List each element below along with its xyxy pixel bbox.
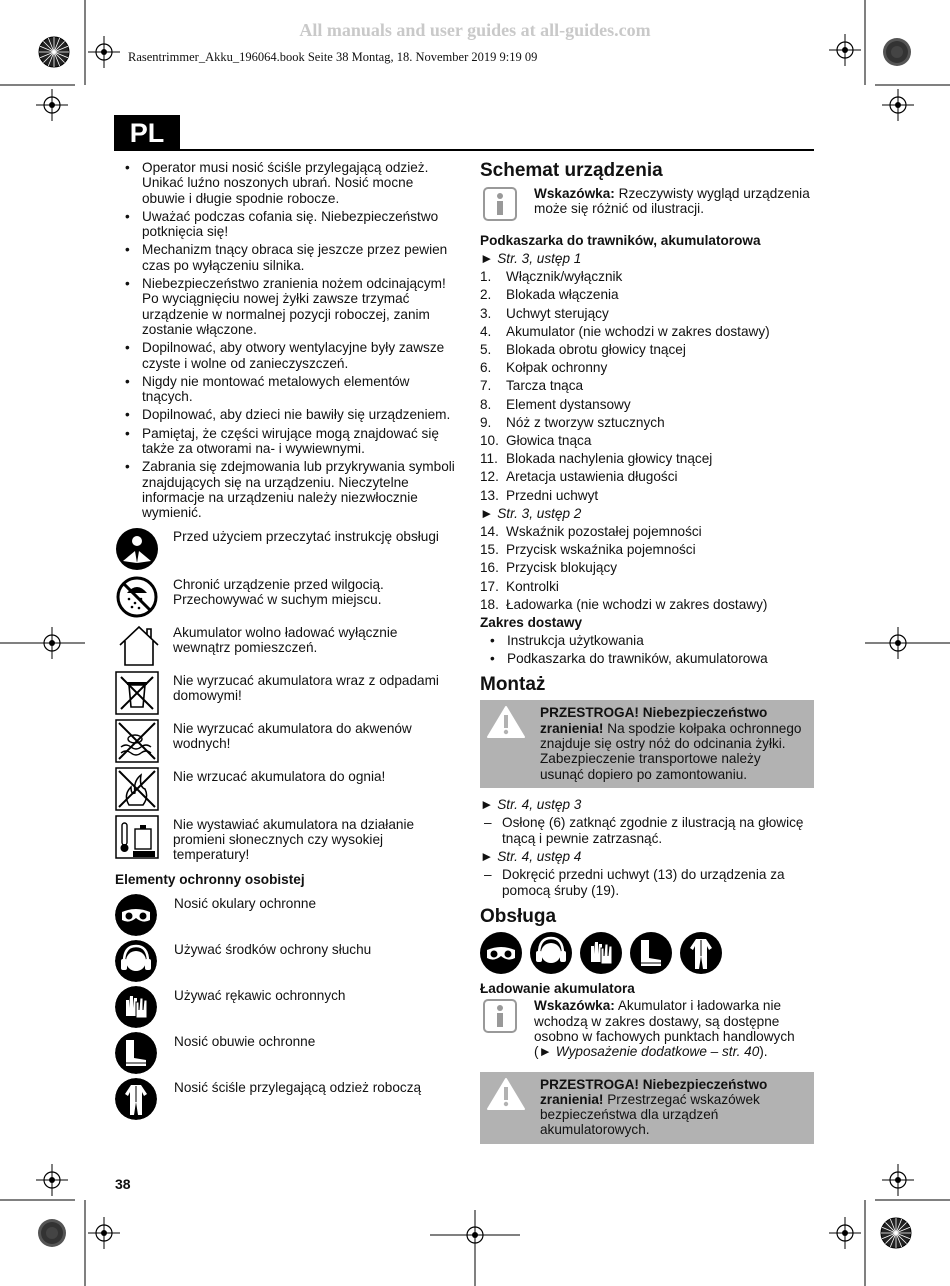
instruction-step: – Dokręcić przedni uchwyt (13) do urządzenia za pomocą śruby (19). [480, 867, 814, 898]
part-number: 7. [480, 378, 492, 394]
note-text: Wskazówka: Akumulator i ładowarka nie wchodzą w zakres dostawy, są dostępne osobno w fachowych punktach handlowych (► Wyposażenie dodatkowe – str. 40). [534, 998, 795, 1060]
read-manual-icon [115, 527, 159, 571]
ppe-text: Nosić obuwie ochronne [174, 1033, 316, 1049]
note-label: Wskazówka: [534, 998, 615, 1014]
part-number: 14. [480, 524, 499, 540]
part-label: Przycisk blokujący [506, 560, 618, 576]
list-item: • Operator musi nosić ściśle przylegającą odzież. Unikać luźno noszonych ubrań. Nosić mocne obuwie i długie spodnie robocze. [115, 160, 455, 206]
scope-heading: Zakres dostawy [480, 615, 582, 631]
warning-icon [486, 705, 526, 739]
section-title-schema: Schemat urządzenia [480, 160, 663, 181]
part-list-item [480, 396, 814, 414]
part-number: 6. [480, 360, 492, 376]
warning-label: PRZESTROGA! Niebezpieczeństwo zranienia! [540, 705, 768, 736]
symbol-row [115, 623, 455, 667]
part-list-item [480, 359, 814, 377]
left-column [115, 160, 455, 1124]
part-number: 13. [480, 487, 499, 503]
no-water-icon [115, 719, 159, 763]
part-label: Akumulator (nie wchodzi w zakres dostawy) [506, 323, 770, 339]
part-list-item [480, 305, 814, 323]
ppe-row [115, 1032, 455, 1078]
part-label: Przycisk wskaźnika pojemności [506, 542, 696, 558]
overalls-icon [680, 932, 722, 974]
ppe-row [115, 940, 455, 986]
ppe-icon-strip [480, 932, 814, 974]
list-item: • Niebezpieczeństwo zranienia nożem odcinającym! Po wyciągnięciu nowej żyłki zawsze trzymać urządzenie w normalnej pozycji roboczej, zanim zostanie włączone. [115, 276, 455, 337]
warning-label: PRZESTROGA! Niebezpieczeństwo zranienia! [540, 1076, 768, 1107]
figure-reference-text: Str. 3, ustęp 2 [497, 505, 582, 521]
ppe-row [115, 986, 455, 1032]
list-item: • Zabrania się zdejmowania lub przykrywania symboli znajdujących się na urządzeniu. Nieczytelne informacje na urządzeniu należy niezwłocznie wymienić. [115, 459, 455, 520]
instruction-text: Dokręcić przedni uchwyt (13) do urządzenia za pomocą śruby (19). [502, 867, 785, 898]
list-item: • Nigdy nie montować metalowych elementów tnących. [115, 374, 455, 405]
part-number: 12. [480, 469, 499, 485]
symbol-text: Nie wyrzucać akumulatora wraz z odpadami domowymi! [173, 672, 439, 703]
ppe-text: Nosić ściśle przylegającą odzież roboczą [174, 1079, 422, 1095]
ppe-text: Używać rękawic ochronnych [174, 987, 346, 1003]
ppe-text: Używać środków ochrony słuchu [174, 941, 372, 957]
instruction-text: Osłonę (6) zatknąć zgodnie z ilustracją na głowicę tnącą i pewnie zatrzasnąć. [502, 815, 804, 846]
symbol-row [115, 671, 455, 715]
overalls-icon [115, 1078, 157, 1120]
figure-reference-text: Str. 3, ustęp 1 [497, 251, 582, 266]
part-label: Nóż z tworzyw sztucznych [506, 414, 665, 430]
part-list-item [480, 268, 814, 286]
ppe-row [115, 894, 455, 940]
note-text [534, 186, 814, 217]
warning-icon [486, 1077, 526, 1111]
part-label: Głowica tnąca [506, 433, 592, 449]
warning-body: Przestrzegać wskazówek bezpieczeństwa dla urządzeń akumulatorowych. [540, 1091, 760, 1138]
info-icon [480, 186, 520, 222]
part-list-item [480, 377, 814, 395]
part-number: 4. [480, 323, 492, 339]
figure-reference: ► Str. 3, ustęp 1 [480, 251, 582, 266]
warning-text [540, 705, 806, 781]
figure-reference: ► Str. 4, ustęp 4 [480, 849, 582, 865]
list-item: • Dopilnować, aby dzieci nie bawiły się urządzeniem. [115, 407, 455, 422]
part-number: 2. [480, 287, 492, 303]
part-number: 16. [480, 560, 499, 576]
watermark: All manuals and user guides at all-guides.com [299, 20, 651, 40]
symbol-row [115, 575, 455, 619]
ppe-text: Nosić okulary ochronne [174, 895, 317, 911]
instruction-step: – Osłonę (6) zatknąć zgodnie z ilustracją na głowicę tnącą i pewnie zatrzasnąć. [480, 815, 814, 846]
list-item: • Dopilnować, aby otwory wentylacyjne były zawsze czyste i wolne od zanieczyszczeń. [115, 340, 455, 371]
part-label: Kołpak ochronny [506, 360, 608, 376]
parts-list [480, 523, 814, 614]
part-list-item [480, 450, 814, 468]
part-label: Ładowarka (nie wchodzi w zakres dostawy) [506, 596, 768, 612]
part-list-item [480, 286, 814, 304]
safety-goggles-icon [115, 894, 157, 936]
part-list-item [480, 578, 814, 596]
ppe-heading: Elementy ochronny osobistej [115, 872, 305, 888]
part-label: Tarcza tnąca [506, 378, 584, 394]
header-rule [180, 149, 814, 151]
symbol-text: Nie wrzucać akumulatora do ognia! [173, 768, 386, 784]
part-number: 9. [480, 414, 492, 430]
list-item: • Mechanizm tnący obraca się jeszcze przez pewien czas po wyłączeniu silnika. [115, 242, 455, 273]
warning-box [480, 700, 814, 787]
part-number: 1. [480, 269, 492, 285]
symbol-text: Nie wystawiać akumulatora na działanie promieni słonecznych czy wysokiej temperatury! [173, 816, 415, 863]
info-icon [480, 998, 520, 1034]
part-list-item [480, 559, 814, 577]
safety-bullet-list [115, 160, 455, 521]
part-number: 15. [480, 542, 499, 558]
part-label: Włącznik/wyłącznik [506, 269, 623, 285]
part-label: Przedni uchwyt [506, 487, 599, 503]
part-number: 10. [480, 433, 499, 449]
ear-protection-icon [530, 932, 572, 974]
part-list-item [480, 596, 814, 614]
symbol-text: Chronić urządzenie przed wilgocią. Przechowywać w suchym miejscu. [173, 576, 384, 607]
figure-reference-text: Str. 4, ustęp 3 [497, 796, 582, 812]
note-body: Rzeczywisty wygląd urządzenia może się różnić od ilustracji. [534, 186, 810, 217]
gloves-icon [580, 932, 622, 974]
figure-reference-text: Str. 4, ustęp 4 [497, 849, 582, 865]
figure-reference: ► Str. 4, ustęp 3 [480, 796, 582, 812]
part-list-item [480, 341, 814, 359]
part-list-item [480, 323, 814, 341]
note-box [480, 998, 814, 1059]
symbol-row [115, 527, 455, 571]
list-item: • Podkaszarka do trawników, akumulatorowa [480, 650, 814, 668]
part-label: Blokada włączenia [506, 287, 619, 303]
no-rain-icon [115, 575, 159, 619]
part-number: 18. [480, 596, 499, 612]
part-label: Aretacja ustawienia długości [506, 469, 678, 485]
warning-box [480, 1072, 814, 1144]
part-label: Uchwyt sterujący [506, 305, 609, 321]
scope-list [480, 632, 814, 668]
note-box [480, 186, 814, 222]
part-label: Kontrolki [506, 578, 559, 594]
right-column [480, 160, 814, 1152]
note-end: ). [759, 1044, 768, 1060]
page-number: 38 [115, 1176, 131, 1192]
part-number: 8. [480, 396, 492, 412]
warning-body: Na spodzie kołpaka ochronnego znajduje się ostry nóż do odcinania żyłki. Zabezpieczenie transportowe należy usunąć dopiero po zamontowaniu. [540, 720, 802, 782]
device-heading: Podkaszarka do trawników, akumulatorowa [480, 233, 761, 248]
part-number: 17. [480, 578, 499, 594]
ear-protection-icon [115, 940, 157, 982]
part-list-item [480, 523, 814, 541]
symbol-text: Nie wyrzucać akumulatora do akwenów wodnych! [173, 720, 412, 751]
no-sun-heat-icon [115, 815, 159, 859]
list-item: • Pamiętaj, że części wirujące mogą znajdować się także za otworami na- i wywiewnymi. [115, 426, 455, 457]
note-label: Wskazówka: [534, 186, 615, 201]
part-list-item [480, 487, 814, 505]
parts-list [480, 268, 814, 505]
symbol-row [115, 767, 455, 811]
symbol-text: Przed użyciem przeczytać instrukcję obsługi [173, 528, 439, 544]
symbol-text: Akumulator wolno ładować wyłącznie wewnątrz pomieszczeń. [173, 624, 398, 655]
house-icon [115, 623, 163, 667]
part-number: 11. [480, 451, 498, 467]
part-list-item [480, 432, 814, 450]
crossed-bin-icon [115, 671, 159, 715]
part-label: Blokada obrotu głowicy tnącej [506, 342, 686, 358]
section-title-operation: Obsługa [480, 906, 557, 928]
language-tab: PL [114, 115, 180, 151]
symbol-row [115, 815, 455, 863]
safety-boots-icon [115, 1032, 157, 1074]
part-number: 3. [480, 305, 492, 321]
part-list-item [480, 468, 814, 486]
no-fire-icon [115, 767, 159, 811]
safety-goggles-icon [480, 932, 522, 974]
cross-reference: Wyposażenie dodatkowe – str. 40 [555, 1044, 760, 1060]
list-item: • Uważać podczas cofania się. Niebezpieczeństwo potknięcia się! [115, 209, 455, 240]
part-label: Blokada nachylenia głowicy tnącej [506, 451, 713, 467]
part-list-item [480, 414, 814, 432]
part-label: Wskaźnik pozostałej pojemności [506, 524, 702, 540]
section-title-assembly: Montaż [480, 674, 546, 696]
part-list-item [480, 541, 814, 559]
gloves-icon [115, 986, 157, 1028]
safety-boots-icon [630, 932, 672, 974]
list-item: • Instrukcja użytkowania [480, 632, 814, 650]
warning-text [540, 1077, 806, 1138]
symbol-row [115, 719, 455, 763]
part-label: Element dystansowy [506, 396, 631, 412]
figure-reference: ► Str. 3, ustęp 2 [480, 505, 582, 521]
note-body: Akumulator i ładowarka nie wchodzą w zakres dostawy, są dostępne osobno w fachowych punktach handlowych ( [534, 998, 795, 1060]
charging-heading: Ładowanie akumulatora [480, 981, 635, 997]
ppe-row [115, 1078, 455, 1124]
book-info-line: Rasentrimmer_Akku_196064.book Seite 38 Montag, 18. November 2019 9:19 09 [128, 50, 538, 64]
part-number: 5. [480, 342, 492, 358]
